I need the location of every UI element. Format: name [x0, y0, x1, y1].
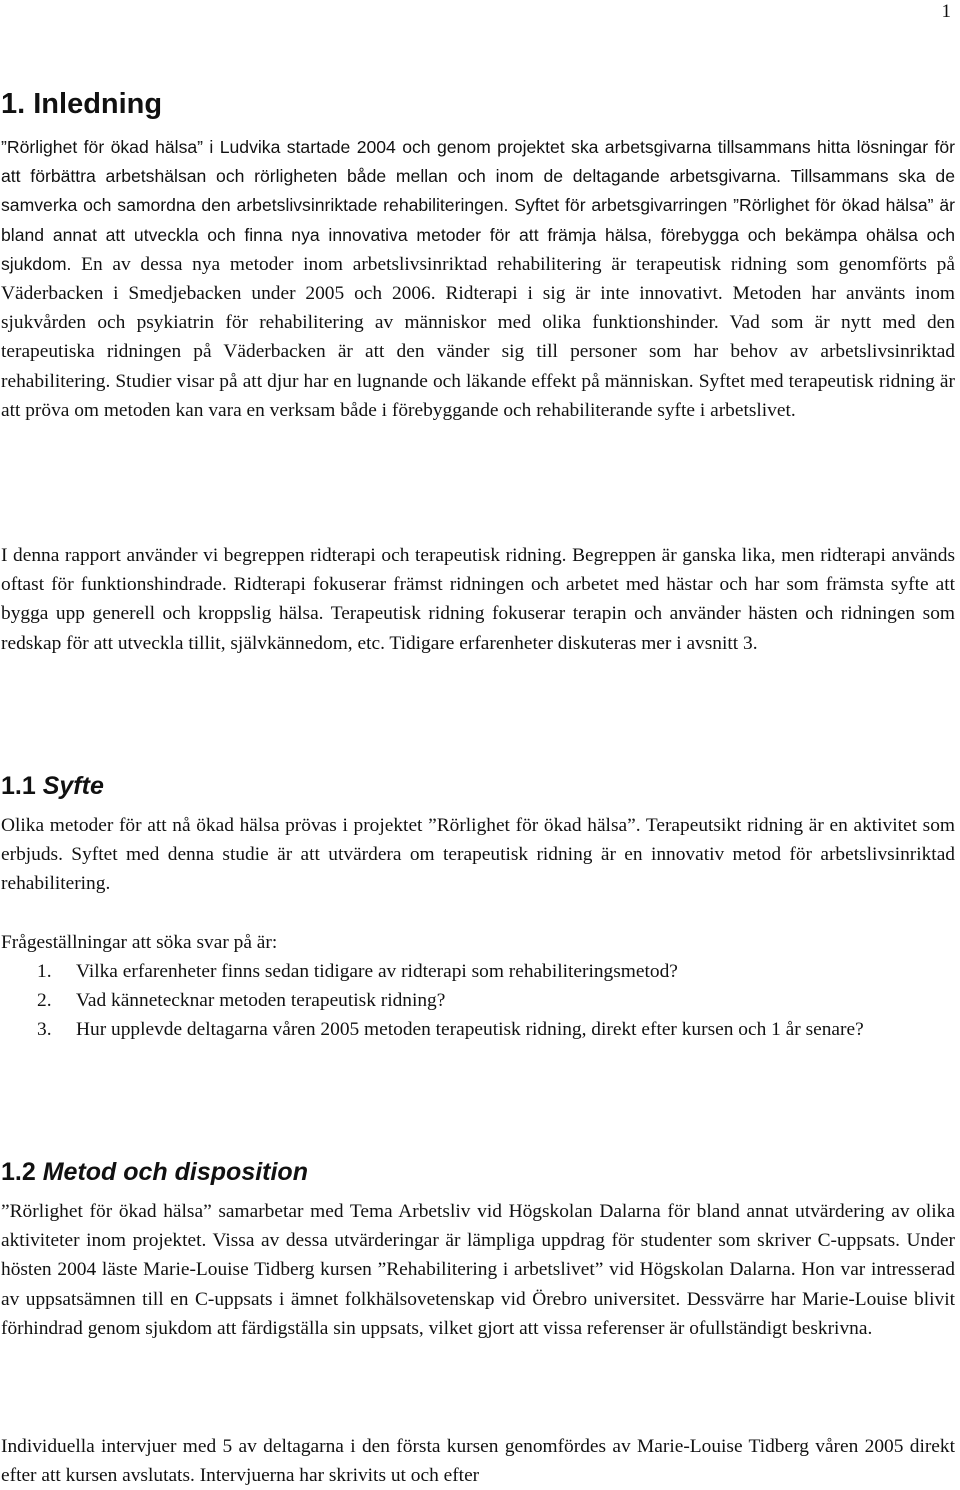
list-item [1, 986, 955, 1015]
list-item [1, 1015, 955, 1044]
heading-number: 1.2 [1, 1158, 36, 1186]
paragraph-text: I denna rapport använder vi begreppen ridterapi och terapeutisk ridning. Begreppen är ganska lika, men ridterapi används oftast för funktionshindrade. Ridterapi fokuserar främst ridningen och arbetet med hästar och har som främsta syfte att bygga upp generell och kroppslig hälsa. Terapeutisk ridning fokuserar terapin och använder hästen och ridningen som redskap för att utveckla tillit, självkännedom, etc. Tidigare erfarenheter diskuteras mer i avsnitt 3. [1, 545, 955, 654]
paragraph-text: Frågeställningar att söka svar på är: [1, 932, 278, 953]
paragraph-text: Olika metoder för att nå ökad hälsa prövas i projektet ”Rörlighet för ökad hälsa”. Terapeutsikt ridning är en aktivitet som erbjuds. Syftet med denna studie är att utvärdera om terapeutisk ridning är en innovativ metod för arbetslivsinriktad rehabilitering. [1, 815, 955, 895]
list-item-number: 3. [37, 1019, 52, 1041]
paragraph-text-serif: En av dessa nya metoder inom arbetslivsinriktad rehabilitering är terapeutisk ridning som genomförts på Väderbacken i Smedjebacken under 2005 och 2006. Ridterapi i sig är inte innovativt. Metoden har använts inom sjukvården och psykiatrin för rehabilitering av människor med olika funktionshinder. Vad som är nytt med den terapeutiska ridningen på Väderbacken är att den vänder sig till personer som har behov av arbetslivsinriktad rehabilitering. Studier visar på att djur har en lugnande och läkande effekt på människan. Syftet med terapeutisk ridning är att pröva om metoden kan vara en verksam både i förebyggande och rehabiliterande syfte i arbetslivet. [1, 253, 955, 421]
heading-text: Syfte [42, 772, 104, 800]
list-item-text: Vilka erfarenheter finns sedan tidigare av ridterapi som rehabiliteringsmetod? [76, 961, 678, 982]
list-item [1, 957, 955, 986]
section-heading-metod [1, 1160, 308, 1185]
list-item-number: 1. [37, 961, 52, 982]
page-number: 1 [941, 1, 951, 22]
paragraph-text-sans: ”Rörlighet för ökad hälsa” i Ludvika startade 2004 och genom projektet ska arbetsgivarna tillsammans hitta lösningar för att förbättra arbetshälsan och rörligheten både mellan och inom de deltagande arbetsgivarna. Tillsammans ska de samverka och samordna den arbetslivsinriktade rehabiliteringen. Syftet för arbetsgivarringen ”Rörlighet för ökad hälsa” är bland annat att utveckla och finna nya innovativa metoder för att främja hälsa, förebygga och bekämpa ohälsa och sjukdom. [1, 137, 955, 274]
list-item-text: Hur upplevde deltagarna våren 2005 metoden terapeutisk ridning, direkt efter kursen och 1 år senare? [76, 1019, 864, 1041]
questions-intro [1, 928, 955, 957]
questions-list [1, 957, 955, 1045]
section-heading-inledning: 1. Inledning [1, 88, 163, 120]
paragraph-text: ”Rörlighet för ökad hälsa” samarbetar med Tema Arbetsliv vid Högskolan Dalarna för bland annat utvärdering av olika aktiviteter inom projektet. Vissa av dessa utvärderingar är lämpliga uppdrag för studenter som skriver C-uppsats. Under hösten 2004 läste Marie-Louise Tidberg kursen ”Rehabilitering i arbetslivet” vid Högskolan Dalarna. Hon var intresserad av uppsatsämnen till en C-uppsats i ämnet folkhälsovetenskap vid Örebro universitet. Dessvärre har Marie-Louise blivit förhindrad genom sjukdom att färdigställa sin uppsats, vilket gjort att vissa referenser är ofullständigt beskrivna. [1, 1201, 955, 1339]
paragraph-begrepp [1, 541, 955, 658]
paragraph-syfte [1, 811, 955, 899]
paragraph-text: Individuella intervjuer med 5 av deltagarna i den första kursen genomfördes av Marie-Louise Tidberg våren 2005 direkt efter att kursen avslutats. Intervjuerna har skrivits ut och efter [1, 1436, 955, 1487]
list-item-number: 2. [37, 990, 52, 1012]
section-heading-syfte [1, 774, 104, 799]
paragraph-text [1, 133, 955, 425]
paragraph-metod [1, 1197, 955, 1343]
paragraph-intervjuer [1, 1432, 955, 1490]
heading-text: Metod och disposition [42, 1158, 308, 1186]
heading-number: 1.1 [1, 772, 36, 800]
paragraph-inledning-intro [1, 133, 955, 425]
list-item-text: Vad kännetecknar metoden terapeutisk ridning? [76, 990, 446, 1012]
